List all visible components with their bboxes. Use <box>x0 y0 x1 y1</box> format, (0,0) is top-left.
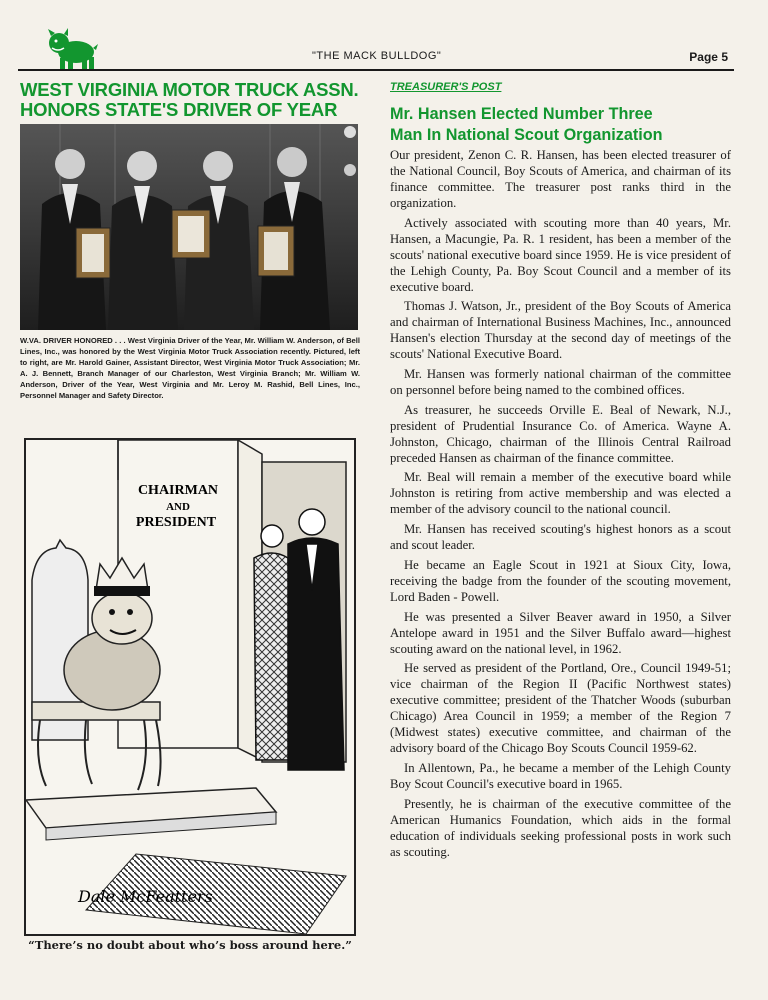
article-paragraph: Thomas J. Watson, Jr., president of the Boy Scouts of America and chairman of International Business Machines, Inc., announced Hansen's election Thursday at the second day of meetings of the scouts' National Executive Board. <box>390 299 731 362</box>
left-headline-line2: HONORS STATE'S DRIVER OF YEAR <box>20 99 338 120</box>
header-rule <box>18 69 734 71</box>
award-photo-image <box>20 124 358 330</box>
award-photo <box>20 124 358 330</box>
page-header <box>18 26 734 72</box>
article-paragraph: He served as president of the Portland, Ore., Council 1949-51; vice chairman of the Region II (Pacific Northwest states) executive committee; president of the Thatcher Woods (suburban Chicago) Area Council in 1959; a member of the Region 7 (Midwest states) executive committee, and chairman of the advisory board of the Chicago Boy Scouts Council 1959-62. <box>390 661 731 756</box>
door-sign-line1: CHAIRMAN <box>137 483 219 498</box>
door-sign-line2: AND <box>166 501 190 513</box>
article-headline-line1: Mr. Hansen Elected Number Three <box>390 105 653 123</box>
article-paragraph: In Allentown, Pa., he became a member of the Lehigh County Boy Scout Council's executive board in 1965. <box>390 760 731 791</box>
article-paragraph: He became an Eagle Scout in 1921 at Sioux City, Iowa, receiving the badge from the founder of the scouting movement, Lord Baden - Powell. <box>390 557 731 604</box>
left-headline <box>20 80 360 120</box>
article-paragraph: As treasurer, he succeeds Orville E. Beal of Newark, N.J., president of Prudential Insurance Co. of America. Wayne A. Johnston, Chicago, chairman of the Illinois Central Railroad preceded Hansen as chairman of the finance committee. <box>390 402 731 465</box>
article-paragraph: Presently, he is chairman of the executive committee of the American Humanics Foundation, which aids in the formal education of individuals seeking professional posts in work such as scouting. <box>390 796 731 859</box>
cartoon-caption: “There’s no doubt about who’s boss around here.” <box>28 938 352 952</box>
photo-caption: W.VA. DRIVER HONORED . . . West Virginia Driver of the Year, Mr. William W. Anderson, of Bell Lines, Inc., was honored by the West Virginia Motor Truck Association recently. Pictured, left to right, are Mr. Harold Gainer, Assistant Director, West Virginia Motor Truck Association; Mr. A. J. Bennett, Branch Manager of our Charleston, West Virginia Branch; Mr. William W. Anderson, Driver of the Year, West Virginia and Mr. Leroy M. Rashid, Bell Lines, Inc., Personnel Manager and Safety Director. <box>20 336 360 400</box>
article-paragraph: Our president, Zenon C. R. Hansen, has been elected treasurer of the National Council, Boy Scouts of America, and chairman of its finance committee. The treasurer post ranks third in the organization. <box>390 148 731 210</box>
article-headline-line2: Man In National Scout Organization <box>390 126 663 144</box>
article-body <box>390 147 731 863</box>
cartoon-signature: Dale McFeatters <box>78 887 213 906</box>
cartoon-drawing <box>26 440 354 934</box>
article-kicker: TREASURER'S POST <box>390 81 502 93</box>
article-paragraph: Mr. Hansen was formerly national chairman of the committee on personnel before being named to the combined offices. <box>390 367 731 398</box>
editorial-cartoon <box>24 438 356 936</box>
article-headline <box>390 104 735 146</box>
article-paragraph: Mr. Hansen has received scouting's highest honors as a scout and scout leader. <box>390 522 731 553</box>
bulldog-logo-icon <box>46 26 98 72</box>
article-paragraph: Mr. Beal will remain a member of the executive board while Johnston is retiring from active membership and was elected a member of the advisory council to the national council. <box>390 470 731 517</box>
page-number: Page 5 <box>689 50 728 64</box>
article-paragraph: He was presented a Silver Beaver award in 1950, a Silver Antelope award in 1951 and the Silver Buffalo award—highest scouting award on the national level, in 1962. <box>390 609 731 656</box>
publication-title: "THE MACK BULLDOG" <box>312 50 442 62</box>
left-headline-line1: WEST VIRGINIA MOTOR TRUCK ASSN. <box>20 79 359 100</box>
door-sign-line3: PRESIDENT <box>135 515 217 530</box>
article-paragraph: Actively associated with scouting more than 40 years, Mr. Hansen, a Macungie, Pa. R. 1 resident, has been a member of the scouts' national executive board since 1959. He is vice president of the Lehigh County, Pa. Boy Scout Council and a member of its executive board. <box>390 215 731 294</box>
